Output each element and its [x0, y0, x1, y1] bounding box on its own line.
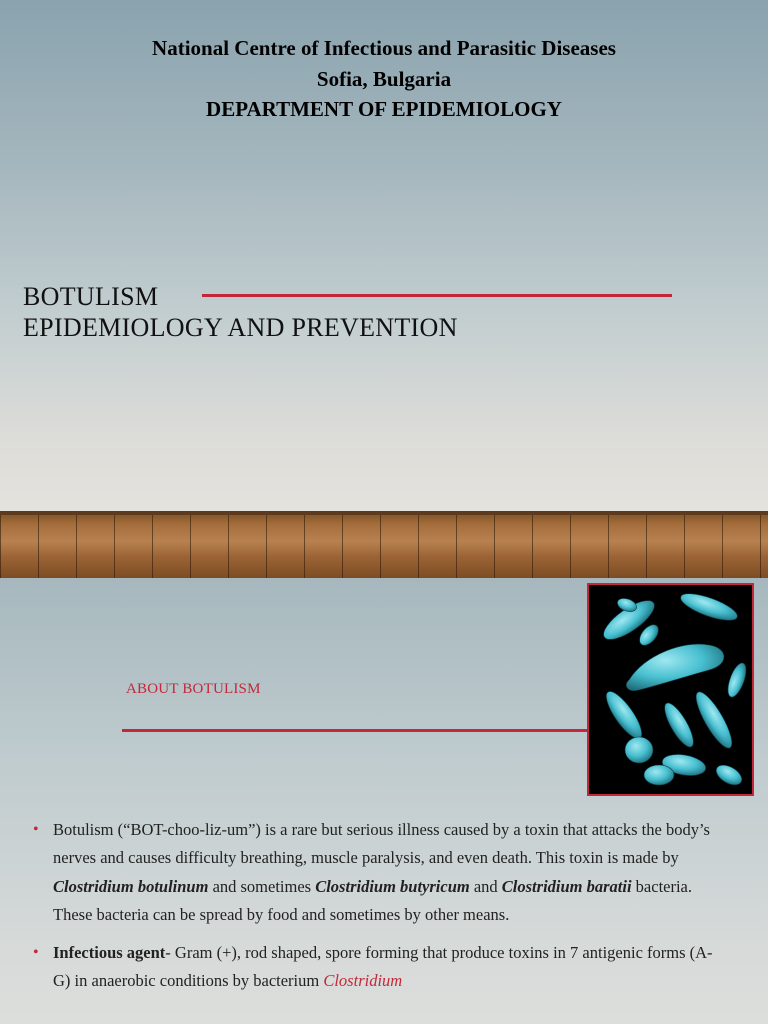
bullet-text-4: bacteria. These bacteria can be spread by food and sometimes by other means.: [53, 876, 693, 924]
bullet-icon: •: [33, 821, 39, 838]
institution-location: Sofia, Bulgaria: [316, 67, 452, 91]
institution-name: National Centre of Infectious and Parasitic Diseases: [152, 36, 616, 60]
organism-genus: Clostridium: [323, 971, 403, 991]
bullet-text-1: Botulism (“BOT-choo-liz-um”) is a rare but serious illness caused by a toxin that attacks the body’s nerves and causes difficulty breathing, muscle paralysis, and even death. This toxin is made by: [53, 820, 710, 868]
organism-name-3: Clostridium baratii: [501, 876, 632, 896]
wooden-floor-decoration: [0, 511, 768, 578]
department-name: DEPARTMENT OF EPIDEMIOLOGY: [206, 97, 562, 121]
infectious-agent-label: Infectious agent: [53, 943, 166, 963]
list-item-definition: [33, 816, 723, 929]
slide-title: BOTULISM: [23, 282, 159, 311]
bacteria-image: [587, 583, 754, 796]
bullet-icon: •: [33, 944, 39, 962]
bacteria-illustration: [589, 585, 752, 794]
section-label: ABOUT BOTULISM: [126, 681, 261, 697]
organism-name-2: Clostridium butyricum: [315, 876, 470, 896]
organism-name-1: Clostridium botulinum: [53, 876, 209, 896]
bullet-list: [33, 816, 723, 1006]
baseboard: [0, 511, 768, 515]
section-accent-line: [122, 729, 588, 732]
slide-subtitle: EPIDEMIOLOGY AND PREVENTION: [23, 313, 458, 342]
infectious-agent-text: - Gram (+), rod shaped, spore forming that produce toxins in 7 antigenic forms (A-G) in anaerobic conditions by bacterium: [53, 943, 713, 991]
bullet-text-3: and: [469, 876, 502, 896]
title-accent-line: [202, 294, 672, 297]
bullet-text-2: and sometimes: [208, 876, 316, 896]
list-item-infectious-agent: [33, 939, 723, 996]
about-slide: [0, 578, 768, 1024]
